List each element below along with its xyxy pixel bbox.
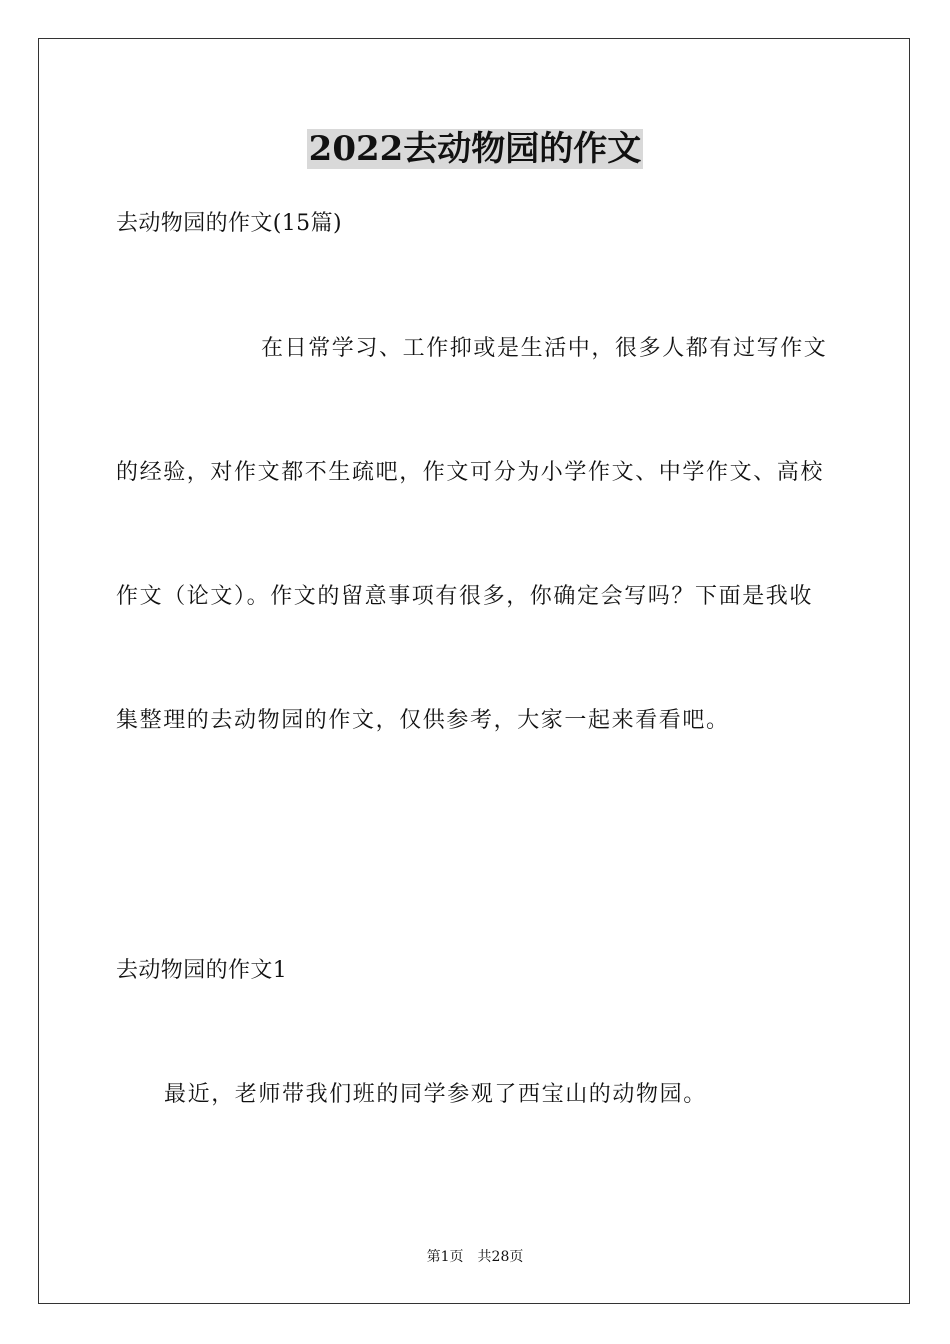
intro-line-3: 作文（论文）。作文的留意事项有很多，你确定会写吗？下面是我收: [116, 584, 814, 609]
intro-line-4: 集整理的去动物园的作文，仅供参考，大家一起来看看吧。: [116, 708, 730, 733]
page-number: 第1页: [426, 1249, 464, 1265]
intro-line-2: 的经验，对作文都不生疏吧，作文可分为小学作文、中学作文、高校: [116, 460, 825, 485]
section-paragraph-line: 最近，老师带我们班的同学参观了西宝山的动物园。: [164, 1082, 707, 1107]
section-heading: 去动物园的作文1: [116, 958, 288, 983]
page-footer: [0, 1247, 950, 1267]
document-title: [0, 126, 950, 172]
document-title-text: 2022去动物园的作文: [308, 129, 642, 169]
document-subtitle: 去动物园的作文(15篇): [116, 211, 342, 236]
intro-line-1: 在日常学习、工作抑或是生活中，很多人都有过写作文: [261, 336, 828, 361]
page-total: 共28页: [477, 1249, 524, 1265]
